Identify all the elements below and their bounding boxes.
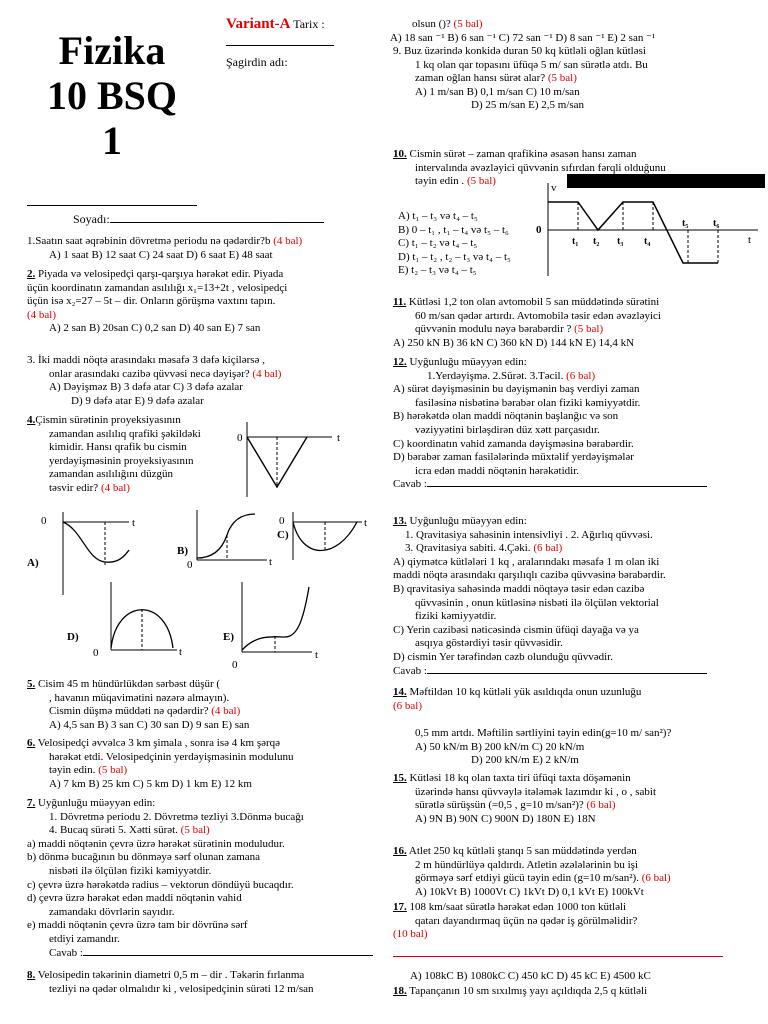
velocity-graph <box>237 422 367 502</box>
graph-option-e[interactable] <box>223 582 318 671</box>
points: (5 bal) <box>574 323 604 336</box>
points: (5 bal) <box>453 18 483 30</box>
points: (4 bal) <box>273 235 303 247</box>
answer-options: D) 200 kN/m E) 2 kN/m <box>471 754 579 767</box>
graph-option-c[interactable] <box>277 512 367 560</box>
question-16: 16. Atlet 250 kq kütləli ştanqı 5 san müddətində yerdən 2 m hündürlüyə qaldırdı. Atletin əzələlərinin bu işi görməyə sərf etdiyi gücü təyin edin (g=10 m/san²). (6 bal) A) 10kVt B) 1000Vt C) 1kVt D) 0,1 kVt E) 100kVt <box>393 845 671 898</box>
tick-t1: t₁ <box>572 236 579 247</box>
answer-options: A) 9N B) 90N C) 900N D) 180N E) 18N <box>415 812 596 825</box>
question-4: 4.Çismin sürətinin proyeksiyasının zamandan asılılıq qrafiki şəkildəki kimidir. Hansı qrafik bu cismin yerdəyişməsinin proyeksiyasının zamandan asılılığını düzgün təsvir edir? (4 bal) <box>27 414 201 494</box>
svg-text:t: t <box>132 517 136 529</box>
answer-options: A) 18 san ⁻¹ B) 6 san ⁻¹ C) 72 san ⁻¹ D) 8 san ⁻¹ E) 2 san ⁻¹ <box>390 31 656 44</box>
question-9: 9. Buz üzərində konkidə duran 50 kq kütləli oğlan kütləsi 1 kq olan qar topasını üfüqə 5 m/ san sürətlə atdı. Bu zaman oğlan hansı sürət alar? (5 bal) A) 1 m/san B) 0,1 m/san C) 10 m/san D) 25 m/san E) 2,5 m/san <box>393 45 648 112</box>
answer-options: A) 10kVt B) 1000Vt C) 1kVt D) 0,1 kVt E) 100kVt <box>415 885 644 898</box>
points: (4 bal) <box>252 367 282 380</box>
question-6: 6. Velosipedçi əvvəlcə 3 km şimala , sonra isə 4 km şərqə hərəkət etdi. Velosipedçinin yerdəyişməsinin modulunu təyin edin. (5 bal) A) 7 km B) 25 km C) 5 km D) 1 km E) 12 km <box>27 737 294 790</box>
question-18: 18. Tapançanın 10 sm sıxılmış yayı açıldıqda 2,5 q kütləli <box>393 985 648 997</box>
question-10: 10. Cismin sürət – zaman qrafikinə əsasən hansı zaman intervalında əvəzləyici qüvvənin sıfırdan fərqli olduğunu təyin edin . (5 bal) <box>393 148 666 188</box>
question-1: 1.Saatın saat əqrəbinin dövretmə periodu nə qədərdir?b (4 bal) A) 1 saat B) 12 saat C) 24 saat D) 6 saat E) 48 saat <box>27 235 303 261</box>
question-15: 15. Kütləsi 18 kq olan taxta tiri üfüqi taxta döşəmənin üzərində hansı qüvvəylə itələmək lazımdır ki , o , sabit sürətlə sürüşsün (=0,5 , g=10 m/san²)? (6 bal) A) 9N B) 90N C) 900N D) 180N E) 18N <box>393 772 657 825</box>
answer-options: A) 1 saat B) 12 saat C) 24 saat D) 6 saat E) 48 saat <box>49 248 273 261</box>
answer-options: A) 250 kN B) 36 kN C) 360 kN D) 144 kN E) 14,4 kN <box>393 336 635 349</box>
answer-options: A) 7 km B) 25 km C) 5 km D) 1 km E) 12 km <box>49 777 252 790</box>
answer-options: A) 4,5 san B) 3 san C) 30 san D) 9 san E) san <box>49 718 250 731</box>
date-label: Tarix : <box>293 17 325 31</box>
page-title: Fizika 10 BSQ 1 <box>46 28 178 163</box>
points: (5 bal) <box>547 72 577 85</box>
option-e-label: E) <box>223 631 234 643</box>
tick-t6: t₆ <box>713 218 720 229</box>
question-14: 14. Məftildən 10 kq kütləli yük asıldıqda onun uzunluğu (6 bal) 0,5 mm artdı. Məftilin sərtliyini təyin edin(g=10 m/ san²)? A) 50 kN/m B) 200 kN/m C) 20 kN/m D) 200 kN/m E) 2 kN/m <box>393 686 672 767</box>
points: (6 bal) <box>586 799 616 812</box>
points: (10 bal) <box>393 928 428 941</box>
question-17: 17. 108 km/saat sürətlə hərəkət edən 1000 ton kütləli qatarı dayandırmaq üçün nə qədər iş görülməlidir? (10 bal) <box>393 901 638 941</box>
red-divider <box>393 956 723 957</box>
question-7: 7. Uyğunluğu müəyyən edin: 1. Dövretmə periodu 2. Dövretmə tezliyi 3.Dönmə bucağı 4. Bucaq sürəti 5. Xətti sürət. (5 bal) a) maddi nöqtənin çevrə üzrə hərəkət sürətinin moduludur. b) dönmə bucağının bu dönməyə sərf olunan zamana nisbəti ilə ölçülən fiziki kəmiyyətdir. c) çevrə üzrə hərəkətdə radius – vektorun döndüyü bucaqdır. d) çevrə üzrə hərəkət edən maddi nöqtənin vahid zamandakı dövrlərin sayıdır. e) maddi nöqtənin çevrə üzrə tam bir dövrünə sərf etdiyi zamandır. Cavab : <box>27 797 373 960</box>
question-12: 12. Uyğunluğu müəyyən edin: 1.Yerdəyişmə. 2.Sürət. 3.Təcil. (6 bal) A) sürət dəyişməsinin bu dəyişmənin baş verdiyi zaman fasiləsinə nisbətinə bərabər olan fiziki kəmiyyətdir. B) hərəkətdə olan maddi nöqtənin başlanğıc və son vəziyyətini birləşdirən düz xətt parçasıdır. C) koordinatın vahid zamanda dəyişməsinə bərabərdir. D) bərabər zaman fasilələrində müxtəlif yerdəyişmələr icra edən maddi nöqtənin hərəkətidir. Cavab : <box>393 356 707 492</box>
points: (6 bal) <box>393 699 423 712</box>
points: (5 bal) <box>98 764 128 777</box>
answer-field[interactable] <box>83 955 373 956</box>
svg-text:t: t <box>364 517 368 529</box>
velocity-time-graph <box>538 178 763 278</box>
option-a-label: A) <box>27 557 39 569</box>
answer-options: D) 25 m/san E) 2,5 m/san <box>471 99 585 112</box>
points: (4 bal) <box>211 705 241 718</box>
question-2: 2. Piyada və velosipedçi qarşı-qarşıya hərəkət edir. Piyada üçün koordinatın zamandan asılılığı x₁=13+2t , velosipedçi üçün isə x₂=27 – 5t – dir. Onların görüşmə vaxtını tapın. (4 bal) A) 2 san B) 20san C) 0,2 san D) 40 san E) 7 san <box>27 268 288 335</box>
student-label: Şagirdin adı: <box>226 55 288 69</box>
points: (4 bal) <box>100 481 130 494</box>
header-block <box>226 16 334 70</box>
question-8-continued: olsun ()? (5 bal) A) 18 san ⁻¹ B) 6 san ⁻¹ C) 72 san ⁻¹ D) 8 san ⁻¹ E) 2 san ⁻¹ <box>390 18 656 44</box>
points: (6 bal) <box>641 872 671 885</box>
option-c-label: C) <box>277 529 289 541</box>
answer-options: A) 50 kN/m B) 200 kN/m C) 20 kN/m <box>415 740 585 753</box>
svg-text:0: 0 <box>187 559 193 571</box>
axis-zero-label: 0 <box>237 432 243 444</box>
question-13: 13. Uyğunluğu müəyyən edin: 1. Qravitasiya sahəsinin intensivliyi . 2. Ağırlıq qüvvəsi. 3. Qravitasiya sabiti. 4.Çəki. (6 bal) A) qiymətcə kütlələri 1 kq , aralarındakı məsafə 1 m olan iki maddi nöqtə arasındakı qarşılıqlı cazibə qüvvəsinə bərabərdir. B) qravitasiya sahəsində maddi nöqtəyə təsir edən cazibə qüvvəsinin , onun kütləsinə nisbəti ilə ölçülən vektorial fiziki kəmiyyətdir. C) Yerin cazibəsi nəticəsində cismin üfüqi dayağa və ya asqıya göstərdiyi təsir qüvvəsidir. D) cismin Yer tərəfindən cəzb olunduğu qüvvədir. Cavab : <box>393 515 707 678</box>
question-11: 11. Kütləsi 1,2 ton olan avtomobil 5 san müddətində sürətini 60 m/san qədər artırdı. Avtomobilə təsir edən əvəzləyici qüvvənin modulu nəyə bərabərdir ? (5 bal) A) 250 kN B) 36 kN C) 360 kN D) 144 kN E) 14,4 kN <box>393 296 661 349</box>
svg-text:0: 0 <box>93 647 99 659</box>
svg-text:t: t <box>179 646 183 658</box>
answer-options: A) 1 m/san B) 0,1 m/san C) 10 m/san <box>415 85 580 98</box>
axis-t-label: t <box>337 432 341 444</box>
question-8: 8. Velosipedin təkərinin diametri 0,5 m – dir . Təkərin fırlanma tezliyi nə qədər olmalıdır ki , velosipedçinin sürəti 12 m/san <box>27 969 314 995</box>
tick-t3: t₃ <box>617 236 624 247</box>
axis-v-label: v <box>551 182 557 194</box>
surname-field[interactable] <box>110 222 324 223</box>
answer-field[interactable] <box>427 673 707 674</box>
svg-text:0: 0 <box>41 515 47 527</box>
question-3: 3. İki maddi nöqtə arasındakı məsafə 3 dəfə kiçilərsə , onlar arasındakı cazibə qüvvəsi necə dəyişər? (4 bal) A) Dəyişməz B) 3 dəfə atar C) 3 dəfə azalar D) 9 dəfə atar E) 9 dəfə azalar <box>27 354 282 407</box>
graph-option-d[interactable] <box>67 582 182 659</box>
tick-t2: t₂ <box>593 236 600 247</box>
graph-options-de <box>27 582 372 672</box>
points: (6 bal) <box>566 369 596 382</box>
svg-text:0: 0 <box>232 659 238 671</box>
svg-text:t: t <box>315 649 319 661</box>
question-5: 5. Cisim 45 m hündürlükdən sərbəst düşür ( , havanın müqavimətini nəzərə almayın). Cismin düşmə müddəti nə qədərdir? (4 bal) A) 4,5 san B) 3 san C) 30 san D) 9 san E) san <box>27 678 250 731</box>
option-b-label: B) <box>177 545 188 557</box>
svg-text:0: 0 <box>279 515 285 527</box>
axis-zero-label: 0 <box>536 224 542 236</box>
answer-options: A) Dəyişməz B) 3 dəfə atar C) 3 dəfə azalar <box>49 381 243 394</box>
tick-t4: t₄ <box>644 236 651 247</box>
axis-t-label: t <box>748 234 752 246</box>
question-17-options: A) 108kC B) 1080kC C) 450 kC D) 45 kC E) 4500 kC <box>410 970 651 982</box>
variant-label: Variant-A <box>226 16 291 32</box>
date-field[interactable] <box>226 33 334 46</box>
answer-options: D) 9 dəfə atar E) 9 dəfə azalar <box>71 394 204 407</box>
tick-t5: t₅ <box>682 218 689 229</box>
answer-field[interactable] <box>427 486 707 487</box>
option-d-label: D) <box>67 631 79 643</box>
answer-options: A) 2 san B) 20san C) 0,2 san D) 40 san E) 7 san <box>49 322 261 335</box>
svg-text:t: t <box>269 556 273 568</box>
title-underline <box>27 205 197 206</box>
points: (5 bal) <box>466 175 496 188</box>
graph-option-b[interactable] <box>177 510 272 571</box>
points: (5 bal) <box>180 824 210 837</box>
points: (6 bal) <box>533 542 563 555</box>
points: (4 bal) <box>27 308 57 321</box>
question-10-options: A) t₁ – t₃ və t₄ – t₅ B) 0 – t₁ , t₁ – t₄ və t₅ – t₆ C) t₁ – t₂ və t₄ – t₅ D) t₁ – t₂ , t₂ – t₃ və t₄ – t₅ E) t₂ – t₃ və t₄ – t₅ <box>398 210 511 277</box>
surname-label: Soyadı: <box>73 212 110 226</box>
